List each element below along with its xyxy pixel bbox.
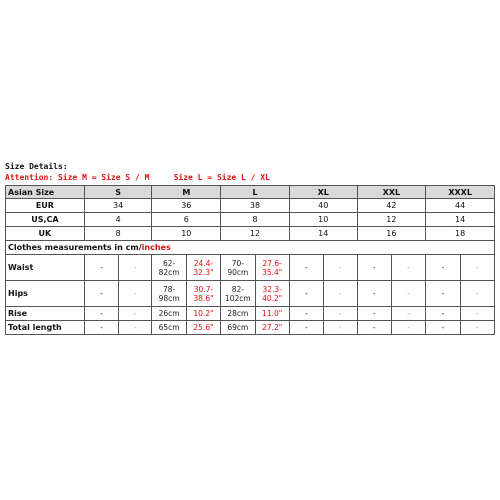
row-label: Hips — [6, 281, 85, 307]
inch-cell: 27.2" — [255, 321, 289, 335]
inch-cell: - — [391, 281, 425, 307]
row-label: Total length — [6, 321, 85, 335]
cm-cell: - — [289, 255, 323, 281]
table-cell: 40 — [289, 199, 357, 213]
cm-cell: - — [84, 321, 118, 335]
header-row — [6, 186, 495, 199]
inch-cell: 24.4- 32.3" — [186, 255, 220, 281]
table-cell: 14 — [289, 227, 357, 241]
cm-cell: - — [289, 307, 323, 321]
inch-cell: - — [119, 307, 152, 321]
table-row — [6, 227, 495, 241]
cm-cell: 26cm — [152, 307, 186, 321]
table-cell: 10 — [289, 213, 357, 227]
row-label: UK — [6, 227, 85, 241]
inch-cell: 27.6- 35.4" — [255, 255, 289, 281]
table-cell: 44 — [426, 199, 495, 213]
inch-cell: - — [324, 307, 357, 321]
cm-cell: - — [84, 307, 118, 321]
measurement-row — [6, 255, 495, 281]
cm-cell: - — [426, 307, 460, 321]
row-label: US,CA — [6, 213, 85, 227]
inch-cell: - — [391, 307, 425, 321]
table-cell: 18 — [426, 227, 495, 241]
cm-cell: 69cm — [221, 321, 255, 335]
inch-cell: 11.0" — [255, 307, 289, 321]
table-row — [6, 213, 495, 227]
section-label-inches: inches — [141, 243, 171, 252]
cm-cell: 65cm — [152, 321, 186, 335]
header-size-s: S — [84, 186, 152, 199]
table-cell: 8 — [84, 227, 152, 241]
inch-cell: - — [324, 281, 357, 307]
measurement-row — [6, 307, 495, 321]
cm-cell: 82- 102cm — [221, 281, 255, 307]
table-cell: 12 — [357, 213, 426, 227]
header-size-l: L — [221, 186, 290, 199]
inch-cell: - — [119, 255, 152, 281]
cm-cell: 78- 98cm — [152, 281, 186, 307]
attention-label: Attention: Size M = Size S / M — [5, 173, 150, 182]
row-label: EUR — [6, 199, 85, 213]
measurement-row — [6, 281, 495, 307]
cm-cell: - — [426, 255, 460, 281]
table-cell: 6 — [152, 213, 221, 227]
cm-cell: - — [84, 255, 118, 281]
table-cell: 4 — [84, 213, 152, 227]
table-cell: 16 — [357, 227, 426, 241]
cm-cell: - — [357, 321, 391, 335]
inch-cell: - — [460, 281, 494, 307]
cm-cell: - — [357, 281, 391, 307]
cm-cell: - — [426, 321, 460, 335]
inch-cell: - — [460, 307, 494, 321]
table-cell: 8 — [221, 213, 290, 227]
attention-note-l: Size L = Size L / XL — [173, 173, 270, 182]
cm-cell: 70- 90cm — [221, 255, 255, 281]
header-size-xxl: XXL — [357, 186, 426, 199]
size-details-title: Size Details: — [5, 162, 68, 171]
inch-cell: 25.6" — [186, 321, 220, 335]
row-label: Waist — [6, 255, 85, 281]
inch-cell: - — [460, 321, 494, 335]
measurements-section-row — [6, 241, 495, 255]
table-row — [6, 199, 495, 213]
row-label: Rise — [6, 307, 85, 321]
header-size-xl: XL — [289, 186, 357, 199]
inch-cell: 32.3- 40.2" — [255, 281, 289, 307]
inch-cell: 30.7- 38.6" — [186, 281, 220, 307]
cm-cell: - — [289, 321, 323, 335]
cm-cell: 62- 82cm — [152, 255, 186, 281]
table-cell: 36 — [152, 199, 221, 213]
header-asian-size: Asian Size — [6, 186, 85, 199]
inch-cell: - — [324, 321, 357, 335]
attention-note — [5, 173, 270, 182]
cm-cell: - — [426, 281, 460, 307]
cm-cell: - — [84, 281, 118, 307]
measurement-row — [6, 321, 495, 335]
measurements-section-label — [6, 241, 495, 255]
cm-cell: - — [289, 281, 323, 307]
header-size-m: M — [152, 186, 221, 199]
header-size-xxxl: XXXL — [426, 186, 495, 199]
table-cell: 42 — [357, 199, 426, 213]
table-cell: 10 — [152, 227, 221, 241]
inch-cell: - — [460, 255, 494, 281]
section-label-cm: Clothes measurements in cm/ — [8, 243, 142, 252]
cm-cell: 28cm — [221, 307, 255, 321]
size-chart-table — [5, 185, 495, 335]
table-cell: 34 — [84, 199, 152, 213]
table-cell: 38 — [221, 199, 290, 213]
table-cell: 14 — [426, 213, 495, 227]
inch-cell: - — [391, 255, 425, 281]
inch-cell: - — [324, 255, 357, 281]
cm-cell: - — [357, 255, 391, 281]
cm-cell: - — [357, 307, 391, 321]
table-cell: 12 — [221, 227, 290, 241]
inch-cell: - — [391, 321, 425, 335]
inch-cell: 10.2" — [186, 307, 220, 321]
inch-cell: - — [119, 281, 152, 307]
inch-cell: - — [119, 321, 152, 335]
